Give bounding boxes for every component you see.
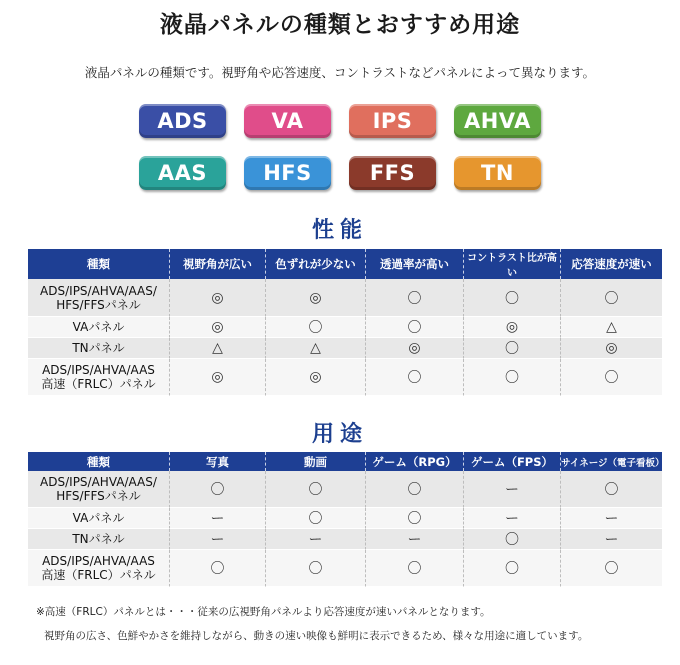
footnote-line2: 視野角の広さ、色鮮やかさを維持しながら、動きの速い映像も鮮明に表示できるため、様々な用途に適しています。 [44, 630, 589, 642]
rating-cell: △ [265, 338, 365, 359]
page-title: 液晶パネルの種類とおすすめ用途 [159, 12, 521, 38]
header-viewing-angle: 視野角が広い [169, 249, 265, 279]
rating-cell: ー [560, 529, 662, 550]
badge-ips: IPS [349, 104, 436, 138]
badge-ahva: AHVA [454, 104, 541, 138]
rating-cell: 〇 [463, 279, 560, 317]
performance-section-title: 性能 [311, 218, 368, 243]
rating-cell: 〇 [560, 279, 662, 317]
header-photo: 写真 [169, 452, 265, 471]
rating-cell: 〇 [265, 508, 365, 529]
rating-cell: ー [463, 471, 560, 508]
header-game-rpg: ゲーム（RPG） [365, 452, 463, 471]
rating-cell: 〇 [365, 279, 463, 317]
header-color-shift: 色ずれが少ない [265, 249, 365, 279]
header-type: 種類 [28, 249, 169, 279]
rating-cell: △ [560, 317, 662, 338]
header-contrast: コントラスト比が高い [463, 249, 560, 279]
rating-cell: 〇 [463, 550, 560, 587]
type-line1: ADS/IPS/AHVA/AAS/ [40, 475, 157, 489]
rating-cell: 〇 [365, 508, 463, 529]
rating-cell: 〇 [169, 471, 265, 508]
rating-cell: ー [265, 529, 365, 550]
row-type: TNパネル [28, 529, 169, 550]
rating-cell: 〇 [463, 359, 560, 396]
rating-cell: ー [169, 508, 265, 529]
rating-cell: ー [169, 529, 265, 550]
badge-va: VA [244, 104, 331, 138]
table-row [28, 338, 662, 359]
rating-cell: 〇 [463, 338, 560, 359]
rating-cell: ◎ [265, 279, 365, 317]
rating-cell: ◎ [365, 338, 463, 359]
table-row [28, 550, 662, 587]
row-type: TNパネル [28, 338, 169, 359]
footnote-line1: ※高速（FRLC）パネルとは・・・従来の広視野角パネルより応答速度が速いパネルとなります。 [36, 606, 491, 618]
badge-tn: TN [454, 156, 541, 190]
row-type [28, 359, 169, 396]
rating-cell: ー [560, 508, 662, 529]
table-row [28, 471, 662, 508]
header-game-fps: ゲーム（FPS） [463, 452, 560, 471]
rating-cell: 〇 [365, 550, 463, 587]
table-header-row [28, 452, 662, 471]
table-header-row [28, 249, 662, 279]
header-transmittance: 透過率が高い [365, 249, 463, 279]
rating-cell: △ [169, 338, 265, 359]
table-row [28, 508, 662, 529]
usage-table [28, 452, 665, 587]
row-type [28, 279, 169, 317]
rating-cell: ◎ [265, 359, 365, 396]
rating-cell: 〇 [560, 550, 662, 587]
table-row [28, 359, 662, 396]
rating-cell: ◎ [560, 338, 662, 359]
type-line1: ADS/IPS/AHVA/AAS [42, 554, 155, 568]
rating-cell: 〇 [365, 471, 463, 508]
header-response-speed: 応答速度が速い [560, 249, 662, 279]
type-line1: ADS/IPS/AHVA/AAS [42, 363, 155, 377]
rating-cell: 〇 [463, 529, 560, 550]
header-signage: サイネージ（電子看板） [560, 452, 662, 471]
rating-cell: ◎ [169, 359, 265, 396]
rating-cell: 〇 [365, 359, 463, 396]
table-row [28, 529, 662, 550]
usage-section-title: 用途 [311, 422, 368, 447]
rating-cell: 〇 [265, 317, 365, 338]
row-type [28, 550, 169, 587]
type-line2: 高速（FRLC）パネル [41, 377, 156, 391]
row-type: VAパネル [28, 508, 169, 529]
type-line2: HFS/FFSパネル [56, 489, 141, 503]
badge-ads: ADS [139, 104, 226, 138]
rating-cell: ◎ [169, 279, 265, 317]
row-type: VAパネル [28, 317, 169, 338]
table-row [28, 279, 662, 317]
rating-cell: 〇 [365, 317, 463, 338]
rating-cell: 〇 [169, 550, 265, 587]
rating-cell: ◎ [169, 317, 265, 338]
performance-table [28, 249, 662, 396]
header-type: 種類 [28, 452, 169, 471]
rating-cell: ◎ [463, 317, 560, 338]
panel-type-badges [139, 104, 544, 190]
badge-hfs: HFS [244, 156, 331, 190]
rating-cell: 〇 [560, 471, 662, 508]
table-row [28, 317, 662, 338]
badge-ffs: FFS [349, 156, 436, 190]
rating-cell: ー [365, 529, 463, 550]
type-line2: HFS/FFSパネル [56, 297, 141, 312]
rating-cell: 〇 [265, 471, 365, 508]
rating-cell: 〇 [560, 359, 662, 396]
type-line1: ADS/IPS/AHVA/AAS/ [40, 283, 157, 298]
rating-cell: 〇 [265, 550, 365, 587]
rating-cell: ー [463, 508, 560, 529]
row-type [28, 471, 169, 508]
type-line2: 高速（FRLC）パネル [41, 568, 156, 582]
header-video: 動画 [265, 452, 365, 471]
badge-aas: AAS [139, 156, 226, 190]
page-subtitle: 液晶パネルの種類です。視野角や応答速度、コントラストなどパネルによって異なります。 [84, 65, 596, 80]
